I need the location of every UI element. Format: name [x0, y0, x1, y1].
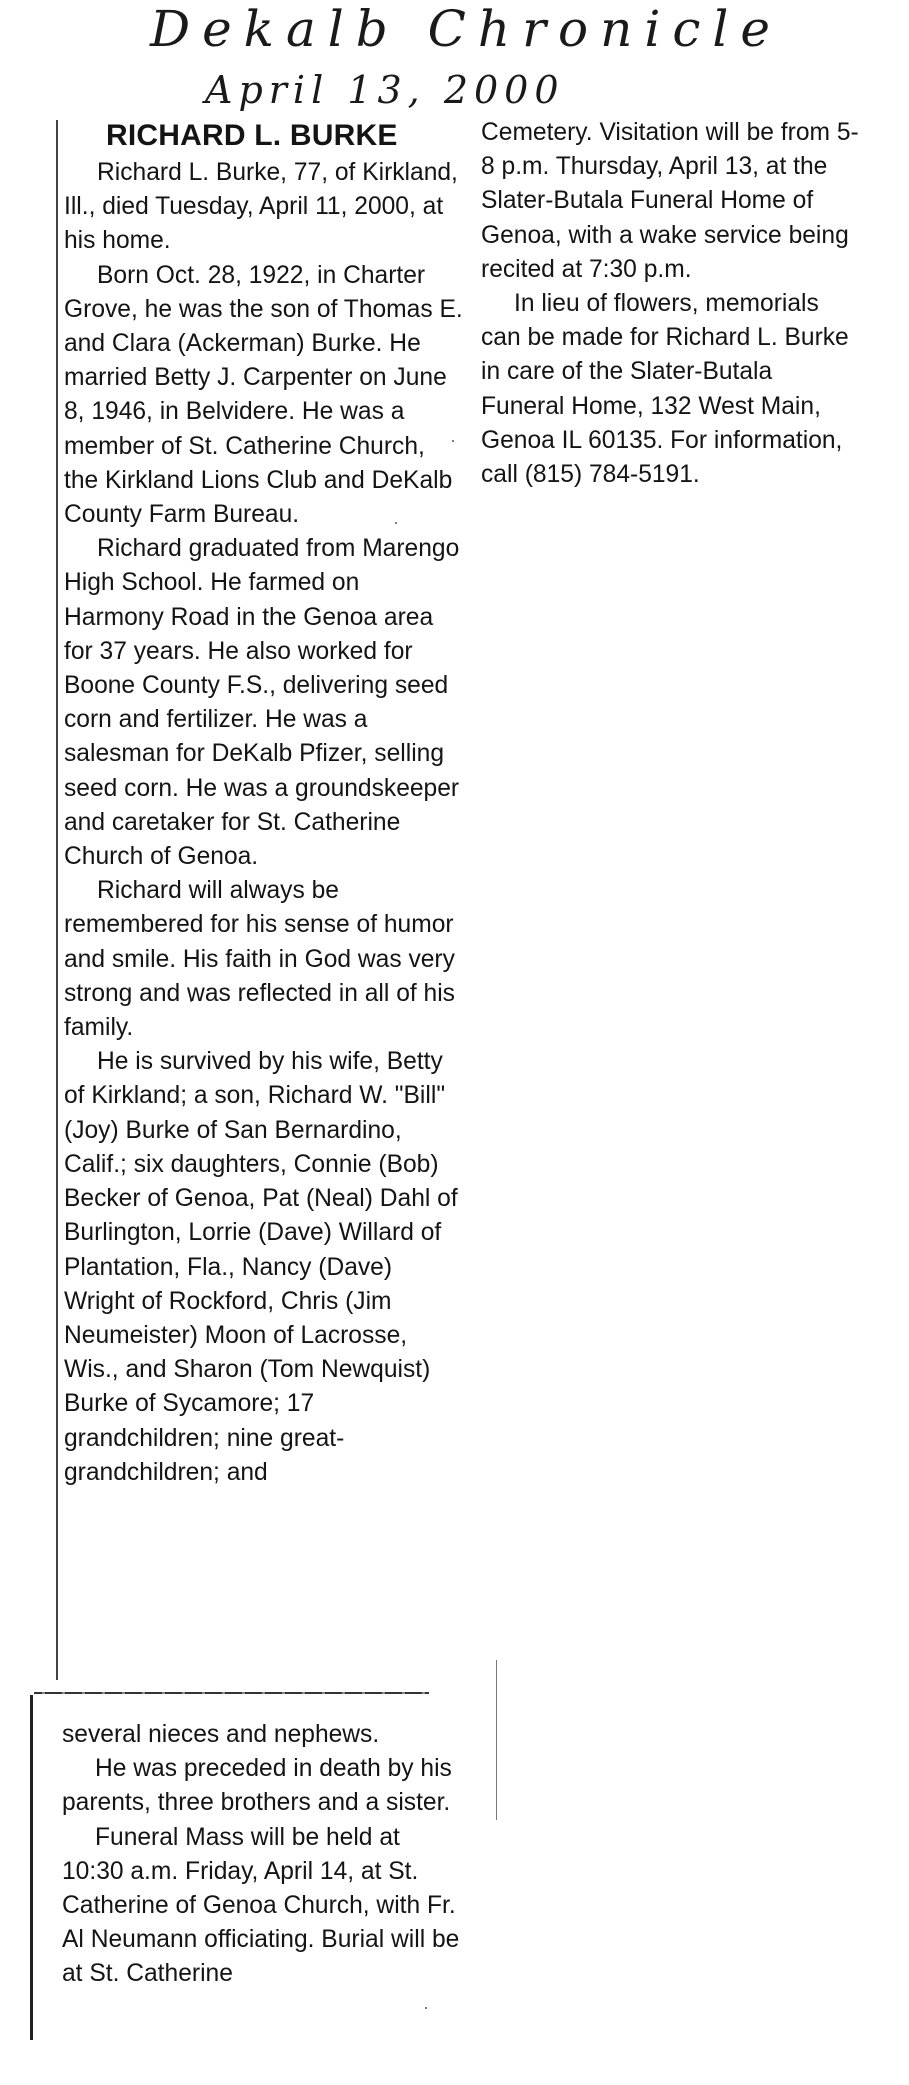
obituary-paragraph: Funeral Mass will be held at 10:30 a.m. Friday, April 14, at St. Catherine of Genoa Church, with Fr. Al Neumann officiating. Burial will be at St. Catherine — [62, 1823, 460, 1988]
obituary-paragraph: Richard will always be remembered for his sense of humor and smile. His faith in God was very strong and was reflected in all of his family. — [64, 877, 455, 1042]
obituary-paragraph: Cemetery. Visitation will be from 5-8 p.m. Thursday, April 13, at the Slater-Butala Funeral Home of Genoa, with a wake service being recited at 7:30 p.m. — [481, 119, 859, 283]
right-column-rule — [496, 1660, 497, 1820]
handwritten-paper-name: Dekalb Chronicle — [150, 0, 782, 58]
left-bottom-paragraphs — [62, 1718, 462, 1992]
left-column-rule — [56, 120, 58, 1680]
obituary-left-column-top — [64, 116, 464, 1490]
clipping-cut-line — [34, 1692, 429, 1694]
obituary-paragraph: He was preceded in death by his parents, three brothers and a sister. — [62, 1755, 452, 1817]
obituary-paragraph: He is survived by his wife, Betty of Kirkland; a son, Richard W. "Bill" (Joy) Burke of San Bernardino, Calif.; six daughters, Connie (Bob) Becker of Genoa, Pat (Neal) Dahl of Burlington, Lorrie (Dave) Willard of Plantation, Fla., Nancy (Dave) Wright of Rockford, Chris (Jim Neumeister) Moon of Lacrosse, Wis., and Sharon (Tom Newquist) Burke of Sycamore; 17 grandchildren; nine great-grandchildren; and — [64, 1048, 458, 1486]
right-paragraphs — [481, 116, 861, 492]
obituary-paragraph: Richard graduated from Marengo High School. He farmed on Harmony Road in the Genoa area for 37 years. He also worked for Boone County F.S., delivering seed corn and fertilizer. He was a salesman for DeKalb Pfizer, selling seed corn. He was a groundskeeper and caretaker for St. Catherine Church of Genoa. — [64, 535, 460, 871]
obituary-paragraph: Richard L. Burke, 77, of Kirkland, Ill., died Tuesday, April 11, 2000, at his home. — [64, 159, 458, 255]
obituary-paragraph: Born Oct. 28, 1922, in Charter Grove, he was the son of Thomas E. and Clara (Ackerman) Burke. He married Betty J. Carpenter on June 8, 1946, in Belvidere. He was a member of St. Catherine Church, the Kirkland Lions Club and DeKalb County Farm Bureau. — [64, 261, 463, 529]
obituary-paragraph: In lieu of flowers, memorials can be made for Richard L. Burke in care of the Slater-Butala Funeral Home, 132 West Main, Genoa IL 60135. For information, call (815) 784-5191. — [481, 290, 849, 489]
scan-speck — [425, 2007, 427, 2009]
handwritten-date: April 13, 2000 — [205, 68, 565, 112]
obituary-headline: RICHARD L. BURKE — [106, 119, 398, 152]
obituary-right-column — [481, 116, 861, 492]
obituary-paragraph: several nieces and nephews. — [62, 1721, 380, 1748]
left-top-paragraphs — [64, 156, 464, 1490]
left-bottom-rule — [30, 1695, 33, 2040]
obituary-left-column-bottom — [62, 1718, 462, 1992]
